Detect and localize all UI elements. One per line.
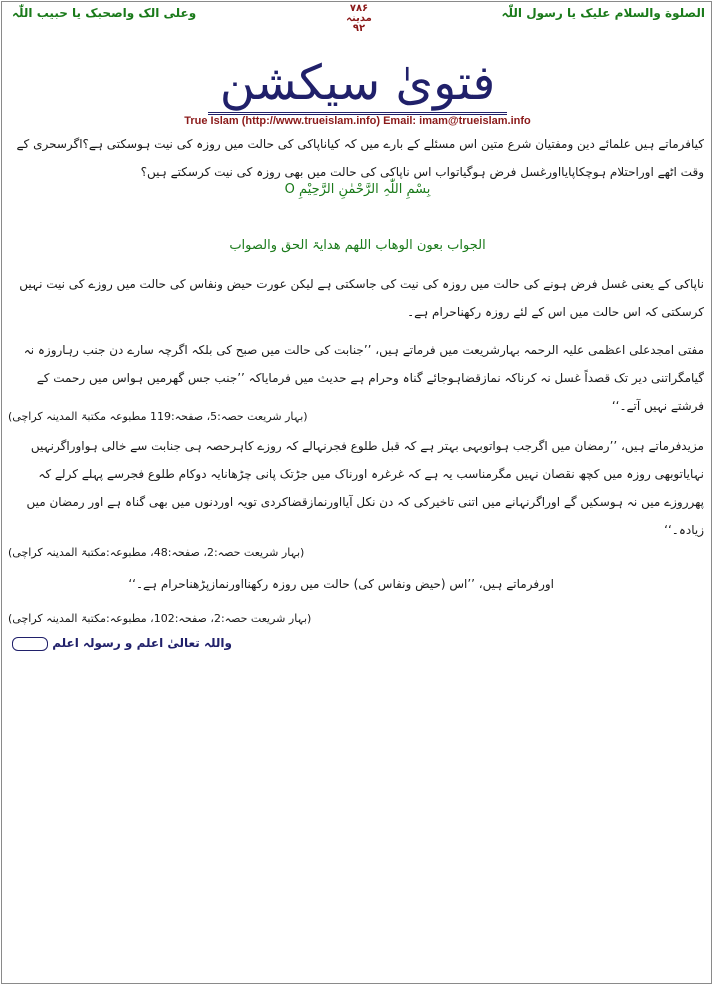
honorific-seal-icon <box>12 637 48 651</box>
reference-3: (بہار شریعت حصہ:2، صفحہ:102، مطبوعہ:مکتبۃ المدینہ کراچی) <box>8 612 312 625</box>
header-salutation-right: الصلوة والسلام علیک یا رسول اللّٰہ <box>501 6 705 20</box>
header-madina: مدینہ <box>346 13 372 24</box>
answer-paragraph-2: مفتی امجدعلی اعظمی علیہ الرحمہ بہارشریعت میں فرماتے ہیں، ’’جنابت کی حالت میں صبح کی بلکہ اگرچہ سارے دن جنب رہاروزہ نہ گیامگراتنی دیر تک قصداً غسل نہ کرناکہ نمازقضاہوجائے گناہ وحرام ہے حدیث میں فرمایاکہ ’’جنب جس گھرمیں ہواس میں رحمت کے فرشتے نہیں آتے۔‘‘ <box>23 343 704 413</box>
reference-1: (بہار شریعت حصہ:5، صفحہ:119 مطبوعہ مکتبۃ المدینہ کراچی) <box>8 410 308 423</box>
contact-line: True Islam (http://www.trueislam.info) Email: imam@trueislam.info <box>184 115 531 127</box>
bismillah: بِسْمِ اللّٰہِ الرَّحْمٰنِ الرَّحِیْمِ O <box>284 182 431 197</box>
question-text: کیافرماتے ہیں علمائے دین ومفتیان شرع متین اس مسئلے کے بارے میں کہ کیاناپاکی کی حالت میں روزہ کی نیت ہوسکتی ہے؟اگرسحری کے وقت اٹھے اوراحتلام ہوچکاپایااورغسل فرض ہوگیاتواب اس ناپاکی کی حالت میں بھی روزہ کی نیت کرسکتے ہیں؟ <box>16 137 704 179</box>
header-92: ۹۲ <box>352 23 366 34</box>
logo-wrap <box>2 54 713 115</box>
fatwa-section-logo: فتویٰ سیکشن <box>208 54 508 115</box>
header-salutation-left: وعلی الک واصحبک یا حبیب اللّٰہ <box>12 6 197 20</box>
answer-paragraph-4: اورفرماتے ہیں، ’’اس (حیض ونفاس کی) حالت میں روزہ رکھنااورنمازپڑھناحرام ہے۔‘‘ <box>128 577 554 591</box>
answer-paragraph-1: ناپاکی کے یعنی غسل فرض ہونے کی حالت میں روزہ کی نیت کی جاسکتی ہے لیکن عورت حیض ونفاس کی حالت میں روزے کی نیت نہیں کرسکتی کہ اس حالت میں اس کے لئے روزہ رکھناحرام ہے۔ <box>19 277 704 319</box>
answer-paragraph-3: مزیدفرماتے ہیں، ’’رمضان میں اگرجب ہواتوبہی بہتر ہے کہ قبل طلوع فجرنہالے کہ روزے کاہرحصہ ہی جنابت سے خالی ہواوراگرنہیں نہایاتوبھی روزہ میں کچھ نقصان نہیں مگرمناسب یہ ہے کہ غرغرہ اورناک میں جڑتک پانی چڑھانایہ دوکام طلوع فجرسے پہلے کرلے کہ پھرروزے میں نہ ہوسکیں گے اوراگرنہانے میں اتنی تاخیرکی کہ دن نکل آیااورنمازقضاکردی تویہ اوردنوں میں بھی گناہ ہے اور رمضان میں زیادہ۔‘‘ <box>26 439 704 537</box>
reference-2: (بہار شریعت حصہ:2، صفحہ:48، مطبوعہ:مکتبۃ المدینہ کراچی) <box>8 546 305 559</box>
fatwa-page <box>1 1 712 984</box>
closing-line <box>8 636 232 651</box>
header-786: ۷۸۶ <box>349 3 369 14</box>
header-madina-emblem <box>324 4 394 34</box>
closing-text: واللہ تعالیٰ اعلم و رسولہ اعلم <box>52 636 232 650</box>
jawab-heading: الجواب بعون الوھاب اللھم ھدایۃ الحق والصواب <box>229 238 486 253</box>
